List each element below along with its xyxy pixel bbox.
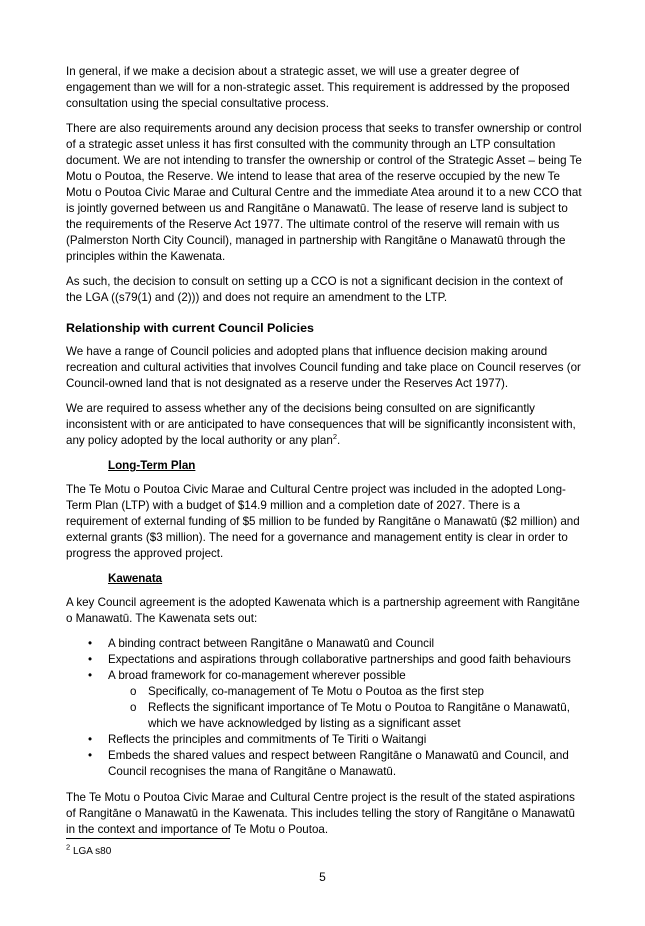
list-item: [66, 668, 582, 732]
list-item: • Embeds the shared values and respect between Rangitāne o Manawatū and Council, and Council recognises the mana of Rangitāne o Manawatū.: [66, 748, 582, 780]
page-number: 5: [319, 870, 326, 884]
paragraph-strategic-asset: In general, if we make a decision about a strategic asset, we will use a greater degree of engagement than we will for a non-strategic asset. This requirement is addressed by the proposed consultation using the special consultative process.: [66, 65, 570, 110]
sub-list-item: o Specifically, co-management of Te Motu o Poutoa as the first step: [108, 684, 582, 700]
kawenata-list: [66, 636, 582, 780]
footnote: [66, 842, 112, 858]
paragraph-kawenata-intro: A key Council agreement is the adopted Kawenata which is a partnership agreement with Rangitāne o Manawatū. The Kawenata sets out:: [66, 596, 580, 625]
paragraph-assessment-end: .: [337, 434, 341, 447]
paragraph-assessment: [66, 401, 582, 449]
list-item: • Expectations and aspirations through collaborative partnerships and good faith behaviours: [66, 652, 582, 668]
paragraph-ltp: The Te Motu o Poutoa Civic Marae and Cultural Centre project was included in the adopted Long-Term Plan (LTP) with a budget of $14.9 million and a completion date of 2027. There is a requirement of external funding of $5 million to be funded by Rangitāne o Manawatū ($2 million) and external grants ($3 million). The need for a governance and management entity is clear in order to progress the approved project.: [66, 483, 580, 560]
footnote-reference[interactable]: 2: [332, 432, 337, 442]
list-item: • Reflects the principles and commitments of Te Tiriti o Waitangi: [66, 732, 582, 748]
paragraph-transfer-ownership: There are also requirements around any decision process that seeks to transfer ownership or control of a strategic asset unless it has first consulted with the community through an LTP consultation document. We are not intending to transfer the ownership or control of the Strategic Asset – being Te Motu o Poutoa, the Reserve. We intend to lease that area of the reserve occupied by the new Te Motu o Poutoa Civic Marae and Cultural Centre and the immediate Atea around it to a new CCO that is jointly governed between us and Rangitāne o Manawatū. The lease of reserve land is subject to the requirements of the Reserve Act 1977. The ultimate control of the reserve will remain with us (Palmerston North City Council), managed in partnership with Rangitāne o Manawatū through the principles within the Kawenata.: [66, 122, 582, 263]
subheading-long-term-plan: Long-Term Plan: [108, 459, 196, 472]
subheading-kawenata: Kawenata: [108, 572, 163, 585]
paragraph-assessment-text: We are required to assess whether any of the decisions being consulted on are significantly inconsistent with or are anticipated to have consequences that will be significantly inconsistent with, any policy adopted by the local authority or any plan: [66, 402, 576, 447]
section-heading-council-policies: Relationship with current Council Policies: [66, 321, 314, 335]
list-item-text: A broad framework for co-management wherever possible: [108, 669, 406, 682]
footnote-number: 2: [66, 842, 71, 852]
paragraph-cco-decision: As such, the decision to consult on setting up a CCO is not a significant decision in the context of the LGA ((s79(1) and (2))) and does not require an amendment to the LTP.: [66, 275, 563, 304]
paragraph-kawenata-closing: The Te Motu o Poutoa Civic Marae and Cultural Centre project is the result of the stated aspirations of Rangitāne o Manawatū in the Kawenata. This includes telling the story of Rangitāne o Manawatū in the context and importance of Te Motu o Poutoa.: [66, 791, 575, 836]
paragraph-policies: We have a range of Council policies and adopted plans that influence decision making around recreation and cultural activities that involves Council funding and take place on Council reserves (or Council-owned land that is not designated as a reserve under the Reserves Act 1977).: [66, 345, 581, 390]
sub-list: [108, 684, 582, 732]
footnote-divider: [66, 838, 230, 839]
sub-list-item: o Reflects the significant importance of Te Motu o Poutoa to Rangitāne o Manawatū, which we have acknowledged by listing as a significant asset: [108, 700, 582, 732]
list-item: • A binding contract between Rangitāne o Manawatū and Council: [66, 636, 582, 652]
document-body: [66, 64, 582, 847]
footnote-text: LGA s80: [70, 846, 112, 857]
